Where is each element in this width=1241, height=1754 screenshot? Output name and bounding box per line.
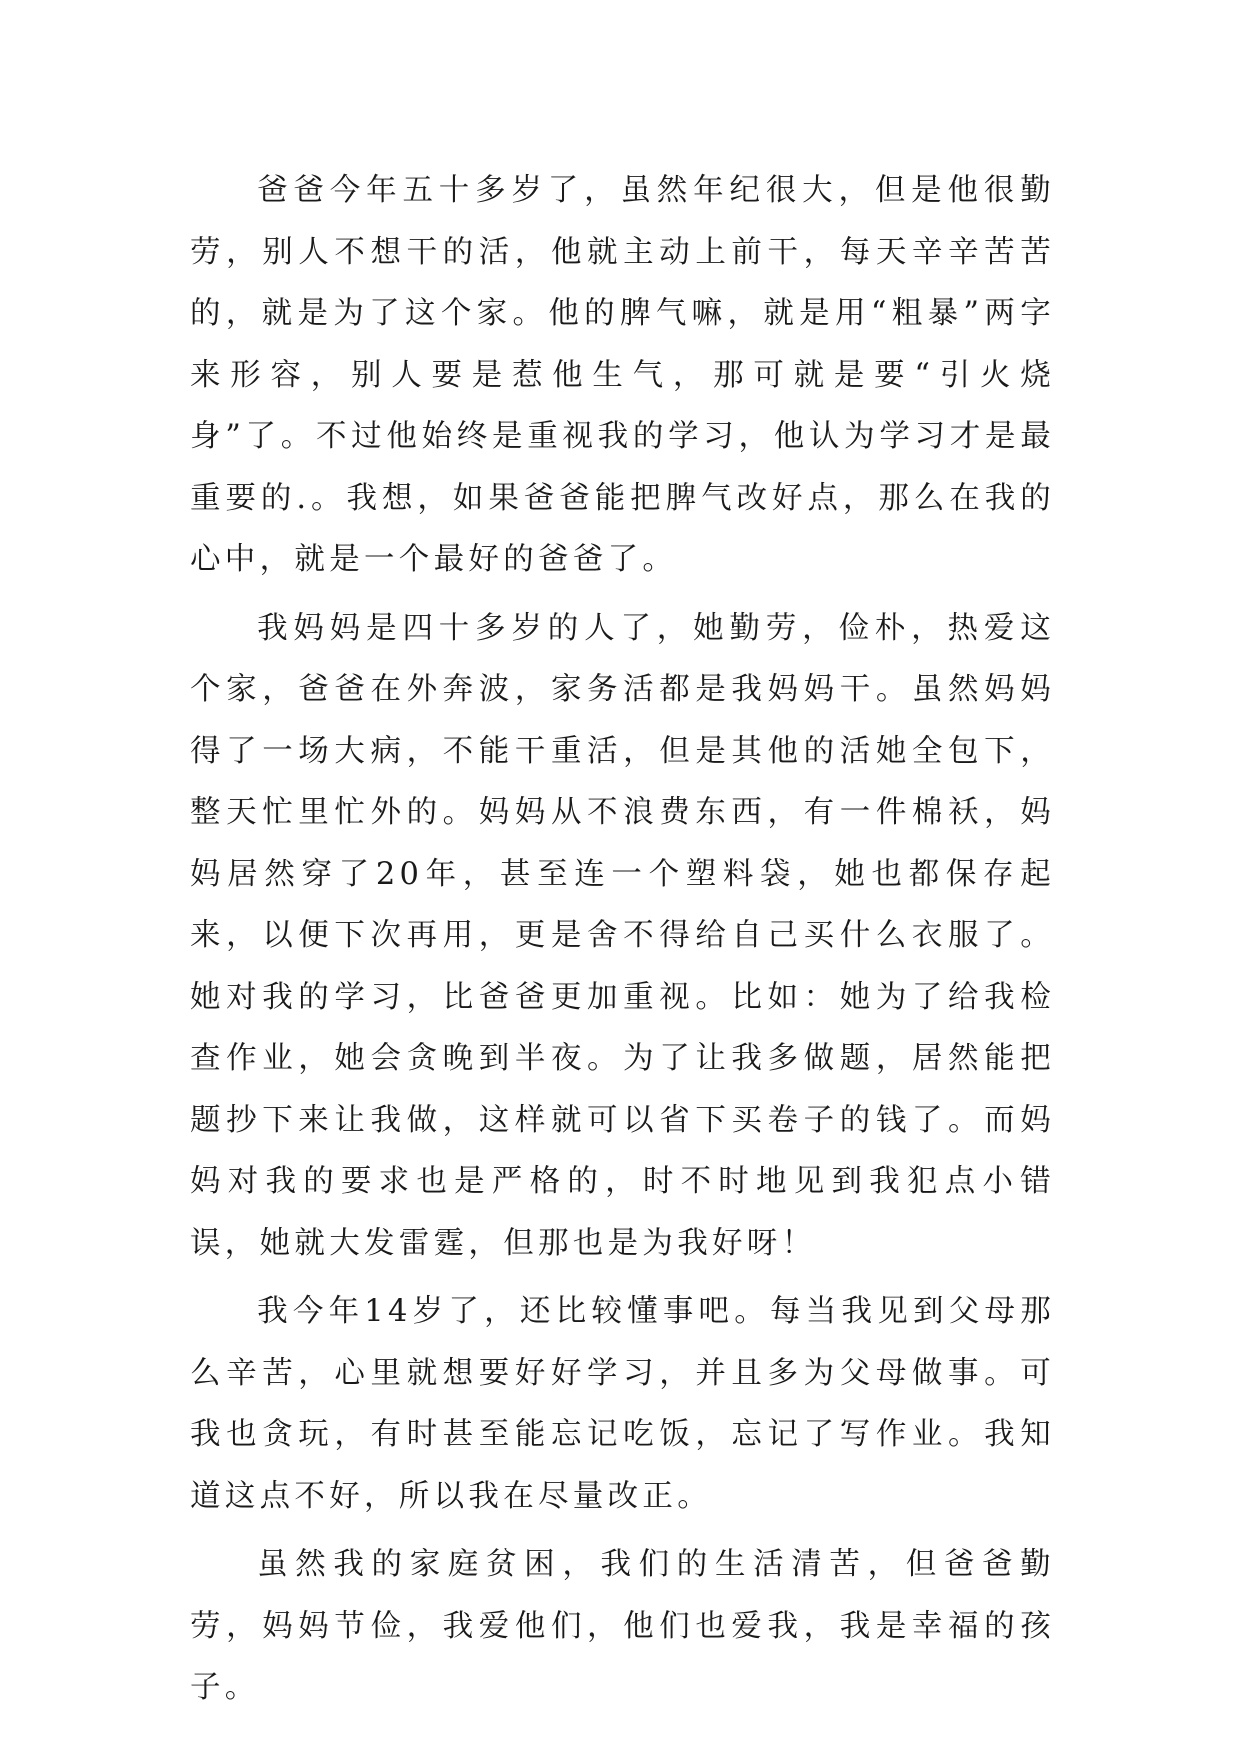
paragraph-mother: 我妈妈是四十多岁的人了，她勤劳，俭朴，热爱这个家，爸爸在外奔波，家务活都是我妈妈干。虽然妈妈得了一场大病，不能干重活，但是其他的活她全包下，整天忙里忙外的。妈妈从不浪费东西，有一件棉袄，妈妈居然穿了20年，甚至连一个塑料袋，她也都保存起来，以便下次再用，更是舍不得给自己买什么衣服了。她对我的学习，比爸爸更加重视。比如：她为了给我检查作业，她会贪晚到半夜。为了让我多做题，居然能把题抄下来让我做，这样就可以省下买卷子的钱了。而妈妈对我的要求也是严格的，时不时地见到我犯点小错误，她就大发雷霆，但那也是为我好呀！ <box>190 610 1055 1261</box>
paragraph-self: 我今年14岁了，还比较懂事吧。每当我见到父母那么辛苦，心里就想要好好学习，并且多为父母做事。可我也贪玩，有时甚至能忘记吃饭，忘记了写作业。我知道这点不好，所以我在尽量改正。 <box>190 1294 1055 1514</box>
paragraph-conclusion: 虽然我的家庭贫困，我们的生活清苦，但爸爸勤劳，妈妈节俭，我爱他们，他们也爱我，我是幸福的孩子。 <box>190 1547 1055 1705</box>
document-body <box>190 160 1055 1726</box>
paragraph-father: 爸爸今年五十多岁了，虽然年纪很大，但是他很勤劳，别人不想干的活，他就主动上前干，每天辛辛苦苦的，就是为了这个家。他的脾气嘛，就是用“粗暴”两字来形容，别人要是惹他生气，那可就是要“引火烧身”了。不过他始终是重视我的学习，他认为学习才是最重要的.。我想，如果爸爸能把脾气改好点，那么在我的心中，就是一个最好的爸爸了。 <box>190 173 1055 577</box>
